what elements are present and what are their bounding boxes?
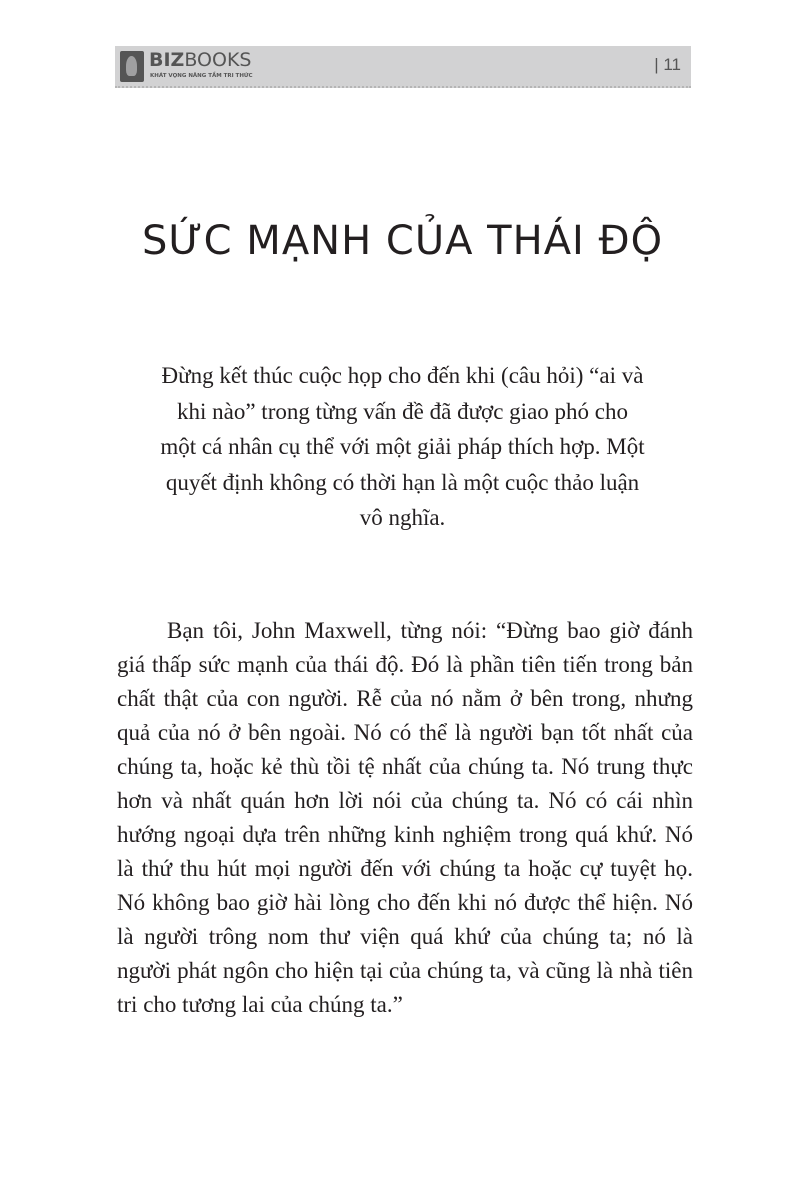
pull-quote: Đừng kết thúc cuộc họp cho đến khi (câu hỏi) “ai và khi nào” trong từng vấn đề đã được giao phó cho một cá nhân cụ thể với một giải pháp thích hợp. Một quyết định không có thời hạn là một cuộc thảo luận vô nghĩa. <box>160 363 645 530</box>
body-text <box>117 614 693 1022</box>
page-number: | 11 <box>654 55 681 74</box>
brand-name <box>149 50 251 70</box>
page-header <box>115 46 691 88</box>
brand-rest: BOOKS <box>184 49 252 71</box>
brand-bold: BIZ <box>149 49 185 71</box>
paragraph: Bạn tôi, John Maxwell, từng nói: “Đừng bao giờ đánh giá thấp sức mạnh của thái độ. Đó là phần tiên tiến trong bản chất thật của con người. Rễ của nó nằm ở bên trong, nhưng quả của nó ở bên ngoài. Nó có thể là người bạn tốt nhất của chúng ta, hoặc kẻ thù tồi tệ nhất của chúng ta. Nó trung thực hơn và nhất quán hơn lời nói của chúng ta. Nó có cái nhìn hướng ngoại dựa trên những kinh nghiệm trong quá khứ. Nó là thứ thu hút mọi người đến với chúng ta hoặc cự tuyệt họ. Nó không bao giờ hài lòng cho đến khi nó được thể hiện. Nó là người trông nom thư viện quá khứ của chúng ta; nó là người phát ngôn cho hiện tại của chúng ta, và cũng là nhà tiên tri cho tương lai của chúng ta.” <box>117 618 693 1017</box>
bizbooks-logo-icon <box>120 51 144 82</box>
chapter-title: SỨC MẠNH CỦA THÁI ĐỘ <box>141 218 664 264</box>
brand-tagline: KHÁT VỌNG NÂNG TẦM TRI THỨC <box>150 73 253 79</box>
